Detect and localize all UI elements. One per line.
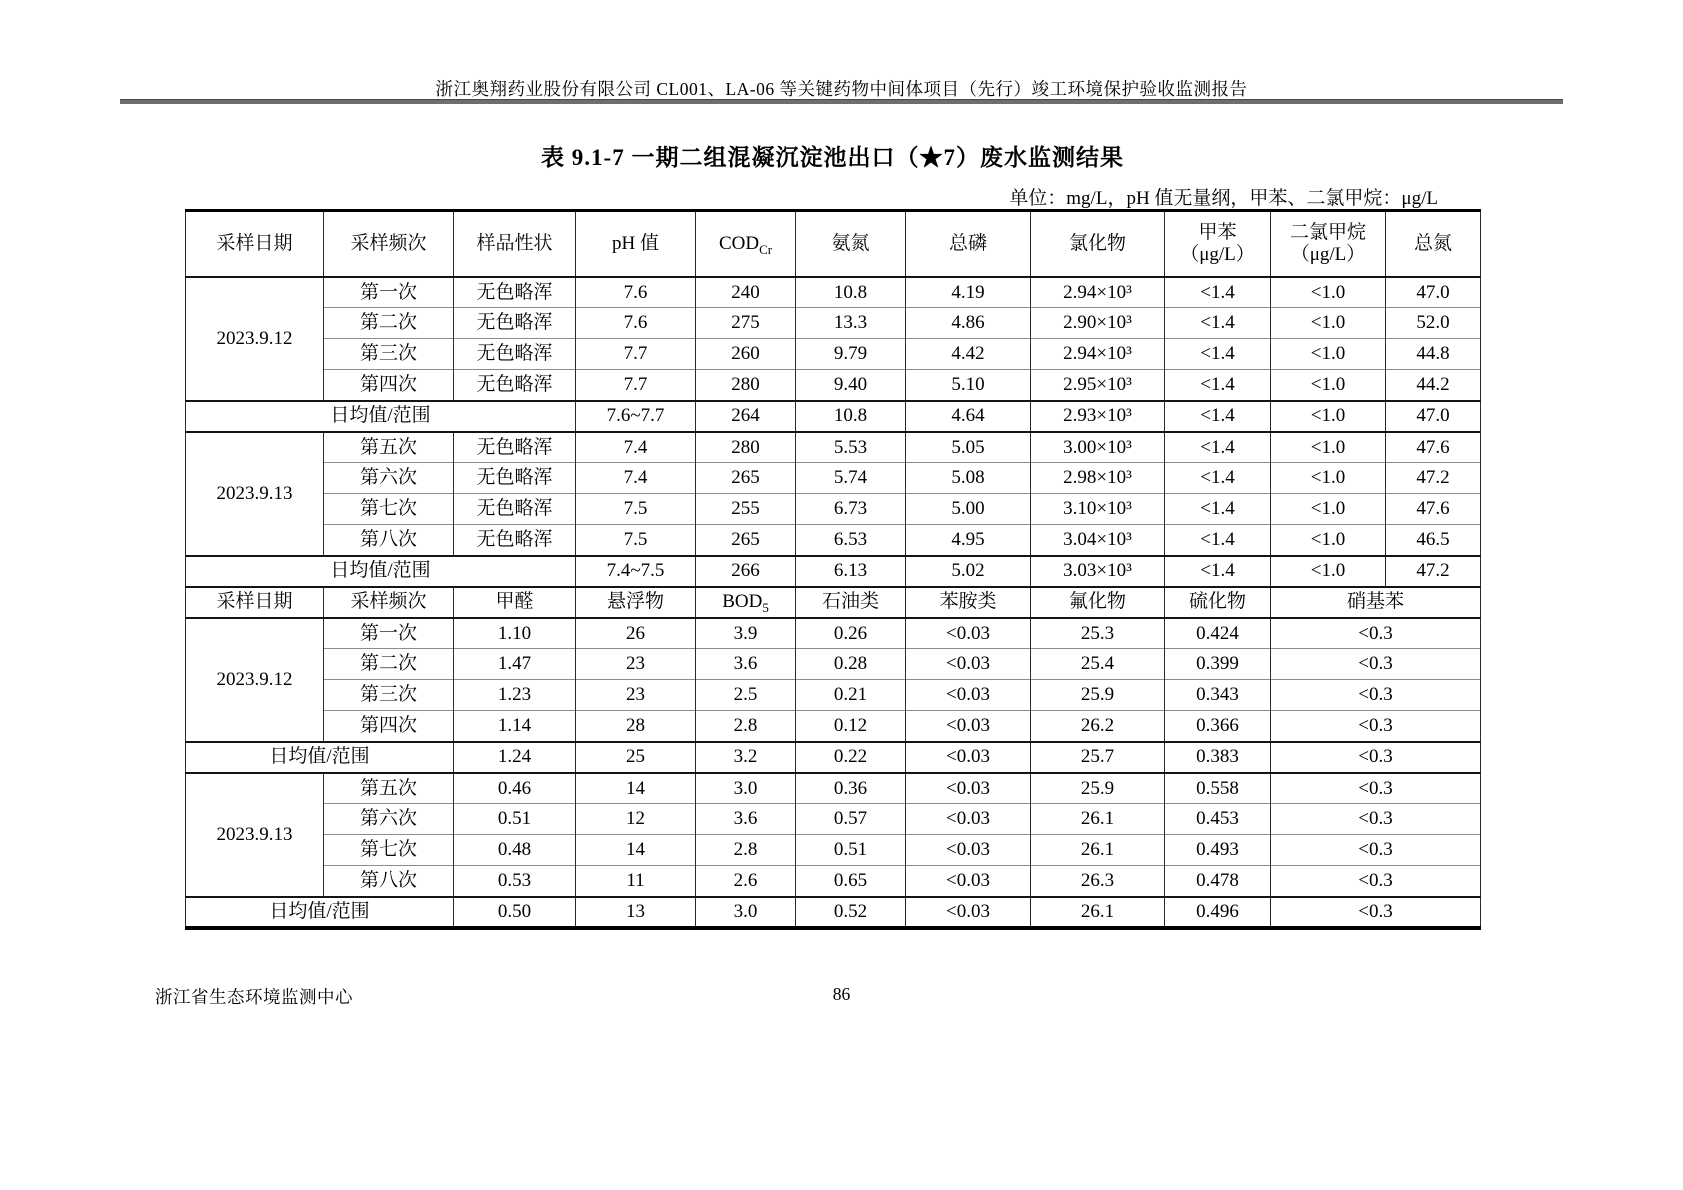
table-row	[186, 308, 1481, 339]
data-cell: 26.2	[1031, 711, 1165, 742]
data-cell: <1.4	[1165, 556, 1271, 587]
data-cell: 266	[696, 556, 796, 587]
data-cell: 3.6	[696, 804, 796, 835]
data-cell: 第六次	[324, 463, 454, 494]
data-cell: 第三次	[324, 680, 454, 711]
data-cell: 5.00	[906, 494, 1031, 525]
data-cell: <0.3	[1271, 804, 1481, 835]
data-cell: 无色略浑	[454, 525, 576, 556]
header-divider-rule	[120, 99, 1563, 104]
page-number: 86	[832, 984, 851, 1004]
column-header-cell: 总氮	[1386, 211, 1481, 277]
data-cell: 第七次	[324, 494, 454, 525]
data-cell: <0.03	[906, 618, 1031, 649]
data-cell: 0.558	[1165, 773, 1271, 804]
data-cell: <0.03	[906, 680, 1031, 711]
avg-label-cell: 日均值/范围	[186, 742, 454, 773]
data-cell: 240	[696, 277, 796, 308]
table-row	[186, 432, 1481, 463]
data-cell: <1.4	[1165, 370, 1271, 401]
data-cell: 0.12	[796, 711, 906, 742]
data-cell: 23	[576, 680, 696, 711]
data-cell: <0.3	[1271, 649, 1481, 680]
data-cell: 0.424	[1165, 618, 1271, 649]
data-cell: 28	[576, 711, 696, 742]
data-cell: 47.6	[1386, 432, 1481, 463]
data-cell: 0.399	[1165, 649, 1271, 680]
data-cell: 2.94×10³	[1031, 277, 1165, 308]
data-cell: 1.23	[454, 680, 576, 711]
column-header-cell: 硫化物	[1165, 587, 1271, 618]
table-row	[186, 463, 1481, 494]
data-cell: 4.64	[906, 401, 1031, 432]
data-cell: <0.03	[906, 742, 1031, 773]
data-cell: 0.28	[796, 649, 906, 680]
column-header-cell: 石油类	[796, 587, 906, 618]
data-cell: 26.1	[1031, 835, 1165, 866]
data-cell: 4.86	[906, 308, 1031, 339]
data-cell: 0.383	[1165, 742, 1271, 773]
data-cell: 无色略浑	[454, 277, 576, 308]
data-cell: 第五次	[324, 773, 454, 804]
data-cell: 44.2	[1386, 370, 1481, 401]
sample-date-cell: 2023.9.12	[186, 618, 324, 742]
data-cell: 第五次	[324, 432, 454, 463]
data-cell: 0.51	[454, 804, 576, 835]
data-cell: 4.19	[906, 277, 1031, 308]
data-cell: 0.26	[796, 618, 906, 649]
data-cell: 2.95×10³	[1031, 370, 1165, 401]
data-cell: 47.6	[1386, 494, 1481, 525]
sample-date-cell: 2023.9.12	[186, 277, 324, 401]
column-header-cell: 采样日期	[186, 587, 324, 618]
data-cell: <1.4	[1165, 277, 1271, 308]
avg-label-cell: 日均值/范围	[186, 556, 576, 587]
data-cell: <0.3	[1271, 897, 1481, 928]
data-cell: 0.53	[454, 866, 576, 897]
data-cell: 23	[576, 649, 696, 680]
data-cell: 2.8	[696, 835, 796, 866]
data-cell: 255	[696, 494, 796, 525]
data-cell: 13	[576, 897, 696, 928]
data-cell: <0.03	[906, 866, 1031, 897]
data-cell: 0.478	[1165, 866, 1271, 897]
data-cell: 7.5	[576, 494, 696, 525]
data-cell: 0.57	[796, 804, 906, 835]
data-cell: 264	[696, 401, 796, 432]
data-cell: 2.90×10³	[1031, 308, 1165, 339]
data-cell: <1.0	[1271, 525, 1386, 556]
column-header-cell: 硝基苯	[1271, 587, 1481, 618]
sample-date-cell: 2023.9.13	[186, 432, 324, 556]
daily-average-row	[186, 742, 1481, 773]
monitor-table	[185, 209, 1481, 930]
column-header-cell: 悬浮物	[576, 587, 696, 618]
data-cell: 无色略浑	[454, 370, 576, 401]
data-cell: 第三次	[324, 339, 454, 370]
data-cell: <0.03	[906, 649, 1031, 680]
data-cell: 7.7	[576, 370, 696, 401]
data-cell: 第四次	[324, 370, 454, 401]
data-cell: <1.0	[1271, 463, 1386, 494]
data-cell: 0.65	[796, 866, 906, 897]
data-cell: 52.0	[1386, 308, 1481, 339]
data-cell: 3.2	[696, 742, 796, 773]
data-cell: 4.95	[906, 525, 1031, 556]
column-header-cell: $BOD_5$	[696, 587, 796, 618]
data-cell: 第二次	[324, 308, 454, 339]
data-cell: 25.3	[1031, 618, 1165, 649]
data-cell: 6.13	[796, 556, 906, 587]
data-cell: 无色略浑	[454, 339, 576, 370]
data-cell: <0.03	[906, 804, 1031, 835]
data-cell: 2.8	[696, 711, 796, 742]
table-row	[186, 525, 1481, 556]
data-cell: 25.4	[1031, 649, 1165, 680]
data-cell: <1.4	[1165, 463, 1271, 494]
data-cell: 0.46	[454, 773, 576, 804]
data-cell: 265	[696, 525, 796, 556]
table-header-row	[186, 587, 1481, 618]
data-cell: <0.3	[1271, 773, 1481, 804]
data-cell: 14	[576, 773, 696, 804]
data-cell: <0.3	[1271, 866, 1481, 897]
data-cell: 3.00×10³	[1031, 432, 1165, 463]
table-header-row	[186, 211, 1481, 277]
data-cell: 5.02	[906, 556, 1031, 587]
data-cell: 3.6	[696, 649, 796, 680]
data-cell: 265	[696, 463, 796, 494]
table-row	[186, 277, 1481, 308]
data-cell: <1.0	[1271, 339, 1386, 370]
column-header-cell: $COD_{Cr}$	[696, 211, 796, 277]
column-header-cell: 采样频次	[324, 587, 454, 618]
column-header-cell: 氟化物	[1031, 587, 1165, 618]
monitor-table-body	[186, 211, 1481, 928]
data-cell: <0.03	[906, 835, 1031, 866]
table-row	[186, 711, 1481, 742]
data-cell: 11	[576, 866, 696, 897]
data-cell: 无色略浑	[454, 494, 576, 525]
data-cell: 46.5	[1386, 525, 1481, 556]
data-cell: <0.03	[906, 711, 1031, 742]
data-cell: 44.8	[1386, 339, 1481, 370]
avg-label-cell: 日均值/范围	[186, 897, 454, 928]
data-cell: <1.4	[1165, 339, 1271, 370]
data-cell: 无色略浑	[454, 463, 576, 494]
data-cell: 10.8	[796, 401, 906, 432]
data-cell: 3.10×10³	[1031, 494, 1165, 525]
data-cell: <1.0	[1271, 432, 1386, 463]
data-cell: 0.366	[1165, 711, 1271, 742]
data-cell: 0.496	[1165, 897, 1271, 928]
data-cell: 1.47	[454, 649, 576, 680]
column-header-cell: 二氯甲烷 （μg/L）	[1271, 211, 1386, 277]
data-cell: 13.3	[796, 308, 906, 339]
data-cell: 0.48	[454, 835, 576, 866]
data-cell: 26.1	[1031, 897, 1165, 928]
table-row	[186, 339, 1481, 370]
data-cell: 第八次	[324, 866, 454, 897]
data-cell: <1.4	[1165, 432, 1271, 463]
column-header-cell: 甲醛	[454, 587, 576, 618]
data-cell: 0.52	[796, 897, 906, 928]
table-row	[186, 370, 1481, 401]
unit-note: 单位：mg/L，pH 值无量纲，甲苯、二氯甲烷：μg/L	[1009, 188, 1438, 209]
table-row	[186, 494, 1481, 525]
data-cell: 9.79	[796, 339, 906, 370]
data-cell: 3.0	[696, 773, 796, 804]
data-cell: 1.10	[454, 618, 576, 649]
data-cell: 6.53	[796, 525, 906, 556]
data-cell: <1.4	[1165, 401, 1271, 432]
data-cell: <1.4	[1165, 494, 1271, 525]
daily-average-row	[186, 556, 1481, 587]
data-cell: 2.94×10³	[1031, 339, 1165, 370]
data-cell: 0.36	[796, 773, 906, 804]
data-cell: 47.0	[1386, 401, 1481, 432]
data-cell: 1.14	[454, 711, 576, 742]
data-cell: 3.0	[696, 897, 796, 928]
data-cell: 第二次	[324, 649, 454, 680]
data-cell: <1.0	[1271, 277, 1386, 308]
column-header-cell: 苯胺类	[906, 587, 1031, 618]
data-cell: 第一次	[324, 618, 454, 649]
data-cell: 5.05	[906, 432, 1031, 463]
data-cell: <1.0	[1271, 370, 1386, 401]
data-cell: 7.6	[576, 277, 696, 308]
table-row	[186, 835, 1481, 866]
data-cell: 47.2	[1386, 463, 1481, 494]
data-cell: 26	[576, 618, 696, 649]
data-cell: 25.9	[1031, 773, 1165, 804]
data-cell: 0.493	[1165, 835, 1271, 866]
data-cell: 第四次	[324, 711, 454, 742]
column-header-cell: 总磷	[906, 211, 1031, 277]
data-cell: 2.6	[696, 866, 796, 897]
column-header-cell: 氨氮	[796, 211, 906, 277]
table-row	[186, 866, 1481, 897]
data-cell: <0.03	[906, 773, 1031, 804]
data-cell: 无色略浑	[454, 432, 576, 463]
data-cell: 280	[696, 432, 796, 463]
data-cell: 7.7	[576, 339, 696, 370]
data-cell: <0.3	[1271, 711, 1481, 742]
data-cell: 3.04×10³	[1031, 525, 1165, 556]
data-cell: 7.6~7.7	[576, 401, 696, 432]
data-cell: <0.3	[1271, 680, 1481, 711]
data-cell: 第六次	[324, 804, 454, 835]
data-cell: <1.0	[1271, 308, 1386, 339]
data-cell: 0.453	[1165, 804, 1271, 835]
data-cell: 6.73	[796, 494, 906, 525]
data-cell: 1.24	[454, 742, 576, 773]
sample-date-cell: 2023.9.13	[186, 773, 324, 897]
data-cell: 275	[696, 308, 796, 339]
data-cell: 0.51	[796, 835, 906, 866]
data-cell: 7.5	[576, 525, 696, 556]
data-cell: <0.3	[1271, 835, 1481, 866]
data-cell: 7.4	[576, 463, 696, 494]
data-cell: <0.3	[1271, 742, 1481, 773]
data-cell: <1.4	[1165, 525, 1271, 556]
data-cell: 47.0	[1386, 277, 1481, 308]
data-cell: 7.6	[576, 308, 696, 339]
data-cell: 3.9	[696, 618, 796, 649]
column-header-cell: 样品性状	[454, 211, 576, 277]
data-cell: 5.10	[906, 370, 1031, 401]
data-cell: <0.3	[1271, 618, 1481, 649]
data-cell: 0.50	[454, 897, 576, 928]
column-header-cell: pH 值	[576, 211, 696, 277]
data-cell: 无色略浑	[454, 308, 576, 339]
table-row	[186, 773, 1481, 804]
table-row	[186, 804, 1481, 835]
data-cell: 14	[576, 835, 696, 866]
data-cell: 第七次	[324, 835, 454, 866]
data-cell: <1.0	[1271, 401, 1386, 432]
data-cell: 9.40	[796, 370, 906, 401]
data-cell: 0.22	[796, 742, 906, 773]
data-cell: 280	[696, 370, 796, 401]
data-cell: 5.74	[796, 463, 906, 494]
data-cell: 26.3	[1031, 866, 1165, 897]
data-cell: 0.343	[1165, 680, 1271, 711]
data-cell: <1.0	[1271, 494, 1386, 525]
data-cell: 26.1	[1031, 804, 1165, 835]
data-cell: 5.08	[906, 463, 1031, 494]
data-cell: 7.4~7.5	[576, 556, 696, 587]
column-header-cell: 甲苯 （μg/L）	[1165, 211, 1271, 277]
avg-label-cell: 日均值/范围	[186, 401, 576, 432]
data-cell: 2.5	[696, 680, 796, 711]
daily-average-row	[186, 897, 1481, 928]
data-cell: 0.21	[796, 680, 906, 711]
table-title: 表 9.1-7 一期二组混凝沉淀池出口（★7）废水监测结果	[541, 145, 1124, 170]
data-cell: 4.42	[906, 339, 1031, 370]
data-cell: 7.4	[576, 432, 696, 463]
data-cell: 25.9	[1031, 680, 1165, 711]
column-header-cell: 采样日期	[186, 211, 324, 277]
data-cell: 47.2	[1386, 556, 1481, 587]
data-cell: 3.03×10³	[1031, 556, 1165, 587]
table-row	[186, 680, 1481, 711]
data-cell: <0.03	[906, 897, 1031, 928]
column-header-cell: 氯化物	[1031, 211, 1165, 277]
column-header-cell: 采样频次	[324, 211, 454, 277]
data-cell: 25.7	[1031, 742, 1165, 773]
data-cell: 2.93×10³	[1031, 401, 1165, 432]
data-cell: 260	[696, 339, 796, 370]
daily-average-row	[186, 401, 1481, 432]
data-cell: 2.98×10³	[1031, 463, 1165, 494]
data-cell: <1.0	[1271, 556, 1386, 587]
data-cell: 第一次	[324, 277, 454, 308]
data-cell: 第八次	[324, 525, 454, 556]
table-row	[186, 649, 1481, 680]
data-cell: 25	[576, 742, 696, 773]
data-cell: 12	[576, 804, 696, 835]
table-row	[186, 618, 1481, 649]
report-header-title: 浙江奥翔药业股份有限公司 CL001、LA-06 等关键药物中间体项目（先行）竣工环境保护验收监测报告	[435, 79, 1248, 99]
data-cell: 5.53	[796, 432, 906, 463]
data-cell: <1.4	[1165, 308, 1271, 339]
data-cell: 10.8	[796, 277, 906, 308]
footer-org-name: 浙江省生态环境监测中心	[155, 987, 353, 1007]
